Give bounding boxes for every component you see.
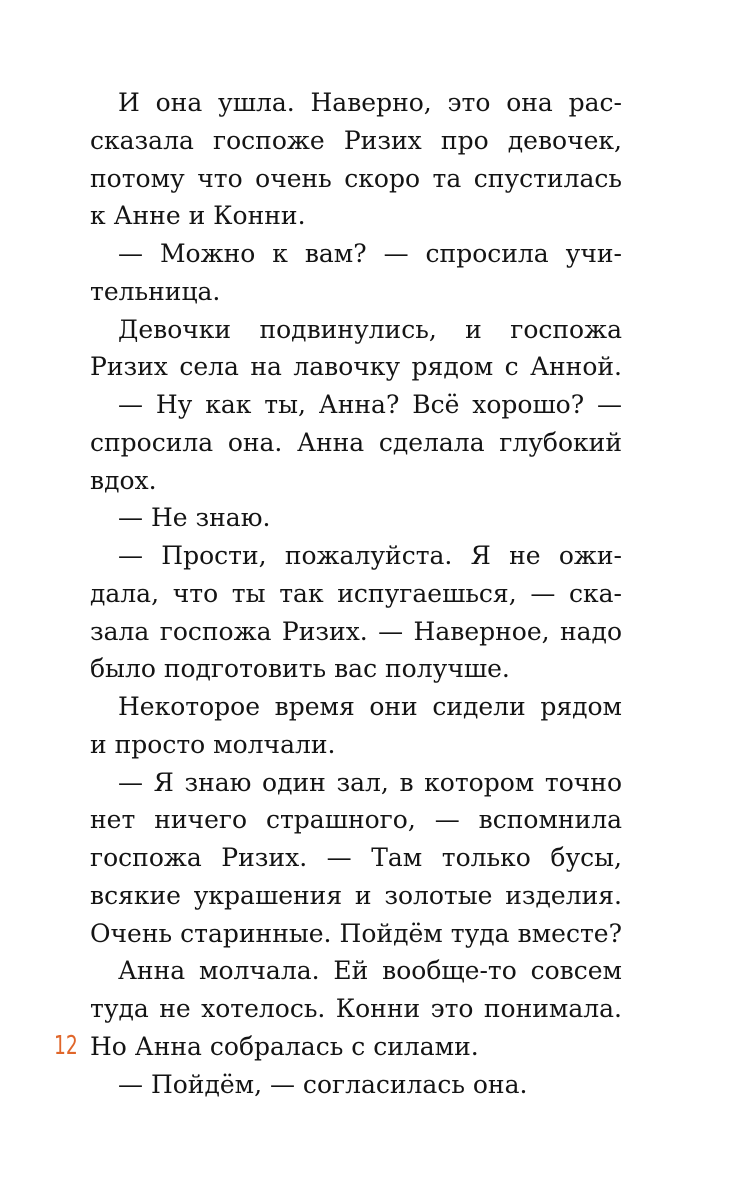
text-line: Некоторое время они сидели рядом <box>118 692 622 721</box>
text-line: туда не хотелось. Конни это понимала. <box>90 994 622 1023</box>
text-line: — Я знаю один зал, в котором точно <box>118 767 622 797</box>
text-line: было подготовить вас получше. <box>90 654 510 684</box>
text-line: Очень старинные. Пойдём туда вместе? <box>90 918 622 948</box>
text-line: спросила она. Анна сделала глубокий <box>90 427 622 457</box>
text-line: Анна молчала. Ей вообще-то совсем <box>118 956 622 986</box>
text-line: и просто молчали. <box>90 729 336 759</box>
text-line: потому что очень скоро та спустилась <box>90 163 622 193</box>
text-line: госпожа Ризих. — Там только бусы, <box>90 843 622 872</box>
text-line: — Прости, пожалуйста. Я не ожи- <box>118 541 622 570</box>
text-line: нет ничего страшного, — вспомнила <box>90 805 622 835</box>
text-line: Ризих села на лавочку рядом с Анной. <box>90 352 622 382</box>
text-line: — Ну как ты, Анна? Всё хорошо? — <box>118 390 622 419</box>
page-number: 12 <box>54 1031 78 1061</box>
text-line: всякие украшения и золотые изделия. <box>90 880 622 910</box>
text-line: к Анне и Конни. <box>90 201 306 231</box>
body-text <box>90 84 622 1103</box>
text-line: — Можно к вам? — спросила учи- <box>118 239 622 268</box>
text-line: тельница. <box>90 276 221 306</box>
text-line: — Пойдём, — согласилась она. <box>118 1069 528 1099</box>
text-line: — Не знаю. <box>118 503 271 533</box>
text-line: Девочки подвинулись, и госпожа <box>118 314 622 344</box>
text-line: зала госпожа Ризих. — Наверное, надо <box>90 616 622 646</box>
text-line: И она ушла. Наверно, это она рас- <box>118 88 622 117</box>
text-line: вдох. <box>90 465 157 495</box>
text-line: сказала госпоже Ризих про девочек, <box>90 125 622 155</box>
text-line: Но Анна собралась с силами. <box>90 1031 479 1061</box>
text-line: дала, что ты так испугаешься, — ска- <box>90 578 622 608</box>
